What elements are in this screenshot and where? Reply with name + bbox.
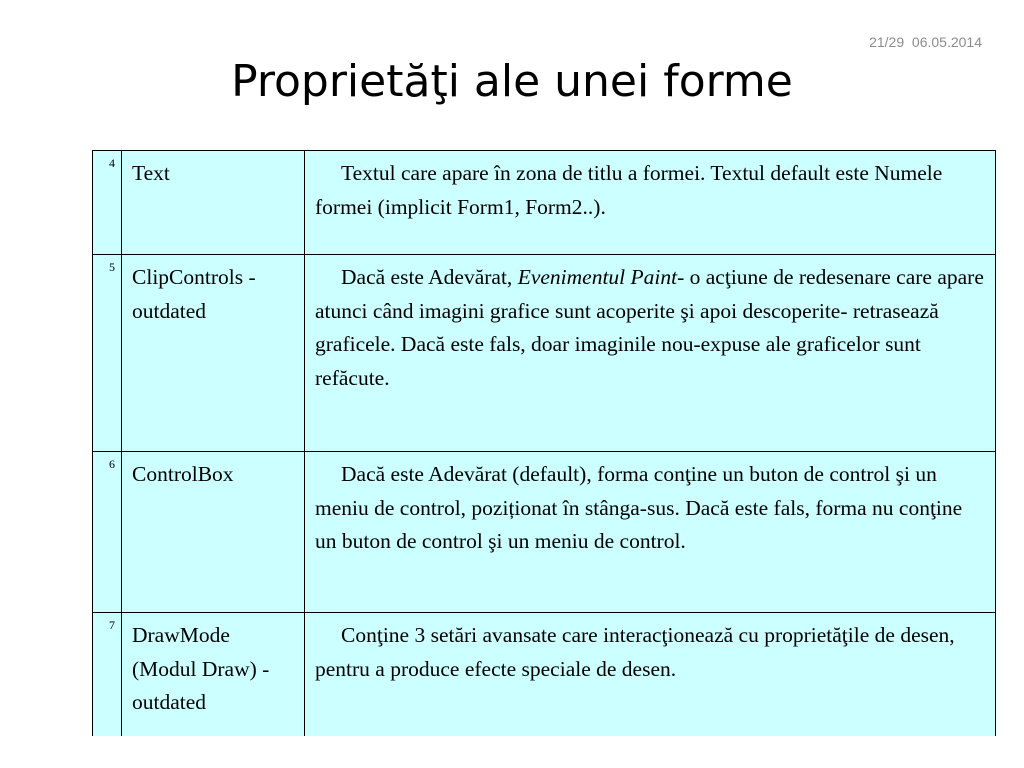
description-italic-text: Evenimentul Paint — [517, 265, 678, 289]
description-text: Conţine 3 setări avansate care interacţionează cu proprietăţile de desen, pentru a produce efecte speciale de desen. — [315, 623, 955, 681]
properties-table-container — [92, 150, 996, 736]
table-row — [93, 151, 996, 255]
property-name: DrawMode (Modul Draw) -outdated — [122, 613, 305, 737]
row-number: 5 — [93, 255, 122, 452]
property-description — [305, 452, 996, 613]
table-row — [93, 255, 996, 452]
property-description — [305, 255, 996, 452]
property-name: ControlBox — [122, 452, 305, 613]
property-description — [305, 613, 996, 737]
description-text-continued: - o acţiune de redesenare care apare atunci când imagini grafice sunt acoperite şi apoi descoperite- retrasează graficele. Dacă este fals, doar imaginile nou-expuse ale graficelor sunt refăcute. — [315, 265, 984, 390]
property-name: ClipControls - outdated — [122, 255, 305, 452]
slide-date: 06.05.2014 — [911, 34, 982, 50]
properties-table — [92, 150, 996, 736]
row-number: 4 — [93, 151, 122, 255]
property-description — [305, 151, 996, 255]
row-number: 6 — [93, 452, 122, 613]
description-text: Textul care apare în zona de titlu a formei. Textul default este Numele formei (implicit Form1, Form2..). — [315, 161, 943, 219]
row-number: 7 — [93, 613, 122, 737]
slide-footer-info — [810, 34, 982, 50]
slide-title: Proprietăţi ale unei forme — [231, 56, 793, 107]
description-text: Dacă este Adevărat (default), forma conţine un buton de control şi un meniu de control, poziționat în stânga-sus. Dacă este fals, forma nu conţine un buton de control şi un meniu de control. — [315, 462, 963, 553]
property-name: Text — [122, 151, 305, 255]
table-row — [93, 613, 996, 737]
page-indicator: 21/29 — [869, 34, 905, 50]
description-text: Dacă este Adevărat, — [341, 265, 518, 289]
table-row — [93, 452, 996, 613]
